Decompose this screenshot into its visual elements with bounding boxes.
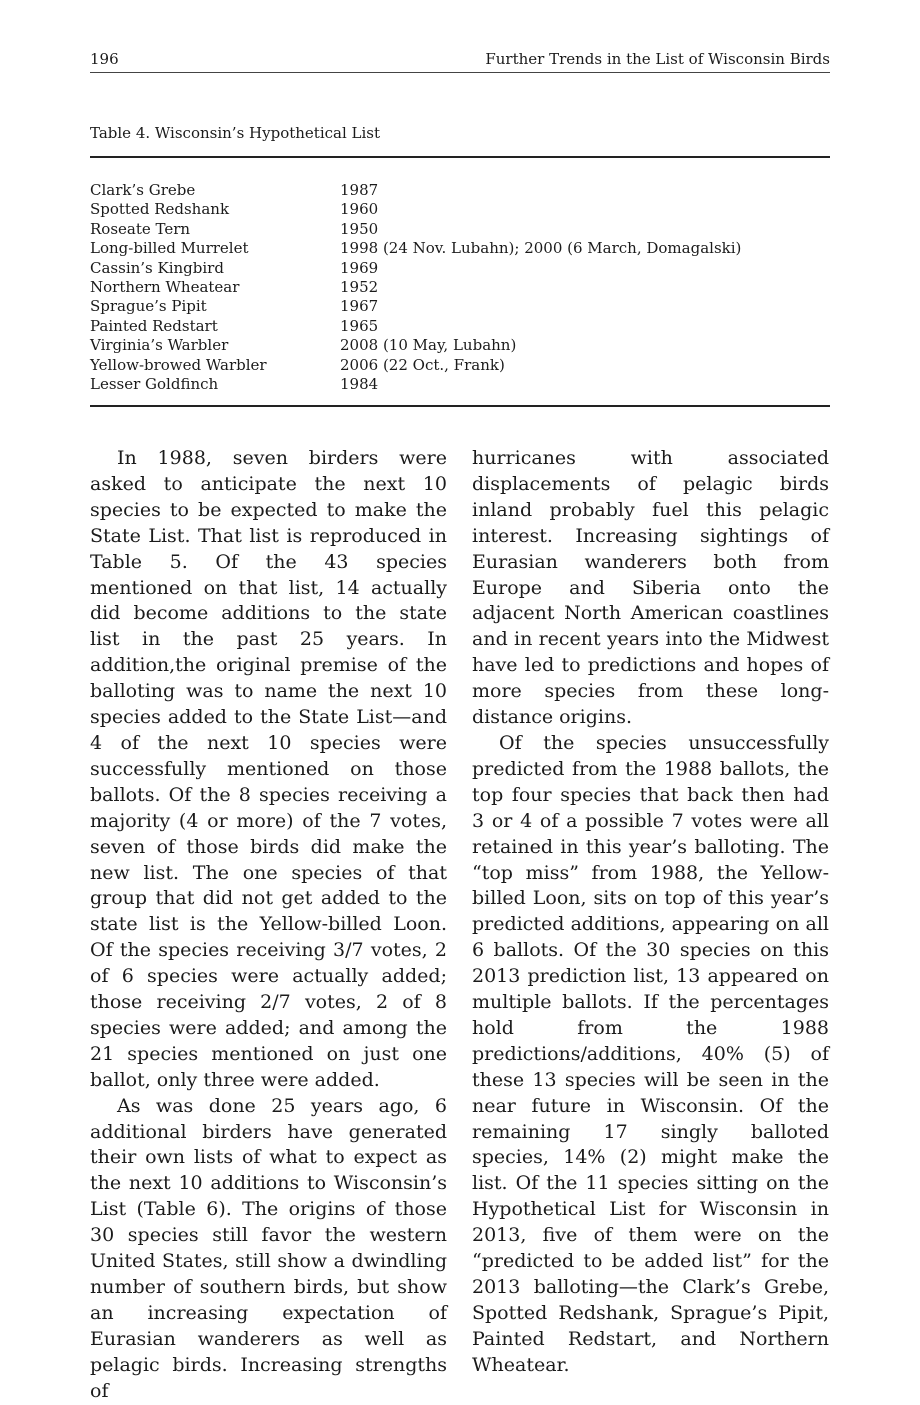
- table-row: [90, 220, 830, 239]
- species-name: Virginia’s Warbler: [90, 336, 229, 355]
- running-title: Further Trends in the List of Wisconsin Birds: [485, 50, 830, 68]
- body-paragraph: Of the species unsuccessfully predicted from the 1988 ballots, the top four species that back then had 3 or 4 of a possible 7 votes were all retained in this year’s balloting. The “top miss” from 1988, the Yellow-billed Loon, sits on top of this year’s predicted additions, appearing on all 6 ballots. Of the 30 species on this 2013 prediction list, 13 appeared on multiple ballots. If the percentages hold from the 1988 predictions/additions, 40% (5) of these 13 species will be seen in the near future in Wisconsin. Of the remaining 17 singly balloted species, 14% (2) might make the list. Of the 11 species sitting on the Hypothetical List for Wisconsin in 2013, five of them were on the “predicted to be added list” for the 2013 balloting—the Clark’s Grebe, Spotted Redshank, Sprague’s Pipit, Painted Redstart, and Northern Wheatear.: [472, 731, 829, 1376]
- body-paragraph: hurricanes with associated displacements of pelagic birds inland probably fuel this pelagic interest. Increasing sightings of Eurasian wanderers both from Europe and Siberia onto the adjacent North American coastlines and in recent years into the Midwest have led to predictions and hopes of more species from these long-distance origins.: [472, 447, 829, 729]
- record-info: 1952: [340, 278, 379, 297]
- record-info: 2006 (22 Oct., Frank): [340, 355, 505, 374]
- table-row: [90, 278, 830, 297]
- species-name: Painted Redstart: [90, 316, 218, 335]
- record-info: 2008 (10 May, Lubahn): [340, 336, 517, 355]
- record-info: 1967: [340, 297, 379, 316]
- record-info: 1950: [340, 219, 379, 238]
- table-row: [90, 375, 830, 394]
- body-paragraph: In 1988, seven birders were asked to anticipate the next 10 species to be expected to make the State List. That list is reproduced in Table 5. Of the 43 species mentioned on that list, 14 actually did become additions to the state list in the past 25 years. In addition,the original premise of the balloting was to name the next 10 species added to the State List—and 4 of the next 10 species were successfully mentioned on those ballots. Of the 8 species receiving a majority (4 or more) of the 7 votes, seven of those birds did make the new list. The one species of that group that did not get added to the state list is the Yellow-billed Loon. Of the species receiving 3/7 votes, 2 of 6 species were actually added; those receiving 2/7 votes, 2 of 8 species were added; and among the 21 species mentioned on just one ballot, only three were added.: [90, 447, 447, 1091]
- page-header: [90, 50, 830, 73]
- species-name: Northern Wheatear: [90, 278, 240, 297]
- table-row: [90, 200, 830, 219]
- species-name: Yellow-browed Warbler: [90, 355, 267, 374]
- record-info: 1965: [340, 316, 379, 335]
- table-caption: Table 4. Wisconsin’s Hypothetical List: [90, 124, 381, 142]
- species-name: Roseate Tern: [90, 219, 191, 238]
- table-row: [90, 239, 830, 258]
- table-row: [90, 181, 830, 200]
- record-info: 1998 (24 Nov. Lubahn); 2000 (6 March, Domagalski): [340, 239, 742, 258]
- table-row: [90, 336, 830, 355]
- record-info: 1987: [340, 181, 379, 199]
- species-name: Spotted Redshank: [90, 200, 230, 219]
- body-paragraph: As was done 25 years ago, 6 additional birders have generated their own lists of what to expect as the next 10 additions to Wisconsin’s List (Table 6). The origins of those 30 species still favor the western United States, still show a dwindling number of southern birds, but show an increasing expectation of Eurasian wanderers as well as pelagic birds. Increasing strengths of: [90, 1094, 447, 1402]
- table-top-rule: [90, 156, 830, 158]
- record-info: 1984: [340, 375, 379, 394]
- page-number: 196: [90, 50, 119, 68]
- right-text-column: [472, 446, 829, 1379]
- table-bottom-rule: [90, 405, 830, 407]
- record-info: 1960: [340, 200, 379, 219]
- table-row: [90, 356, 830, 375]
- species-name: Long-billed Murrelet: [90, 239, 249, 258]
- species-name: Cassin’s Kingbird: [90, 258, 224, 277]
- hypothetical-list-table: [90, 181, 830, 394]
- left-text-column: [90, 446, 447, 1405]
- table-row: [90, 297, 830, 316]
- species-name: Clark’s Grebe: [90, 181, 196, 199]
- table-row: [90, 317, 830, 336]
- record-info: 1969: [340, 258, 379, 277]
- species-name: Lesser Goldfinch: [90, 375, 219, 394]
- species-name: Sprague’s Pipit: [90, 297, 207, 316]
- table-row: [90, 259, 830, 278]
